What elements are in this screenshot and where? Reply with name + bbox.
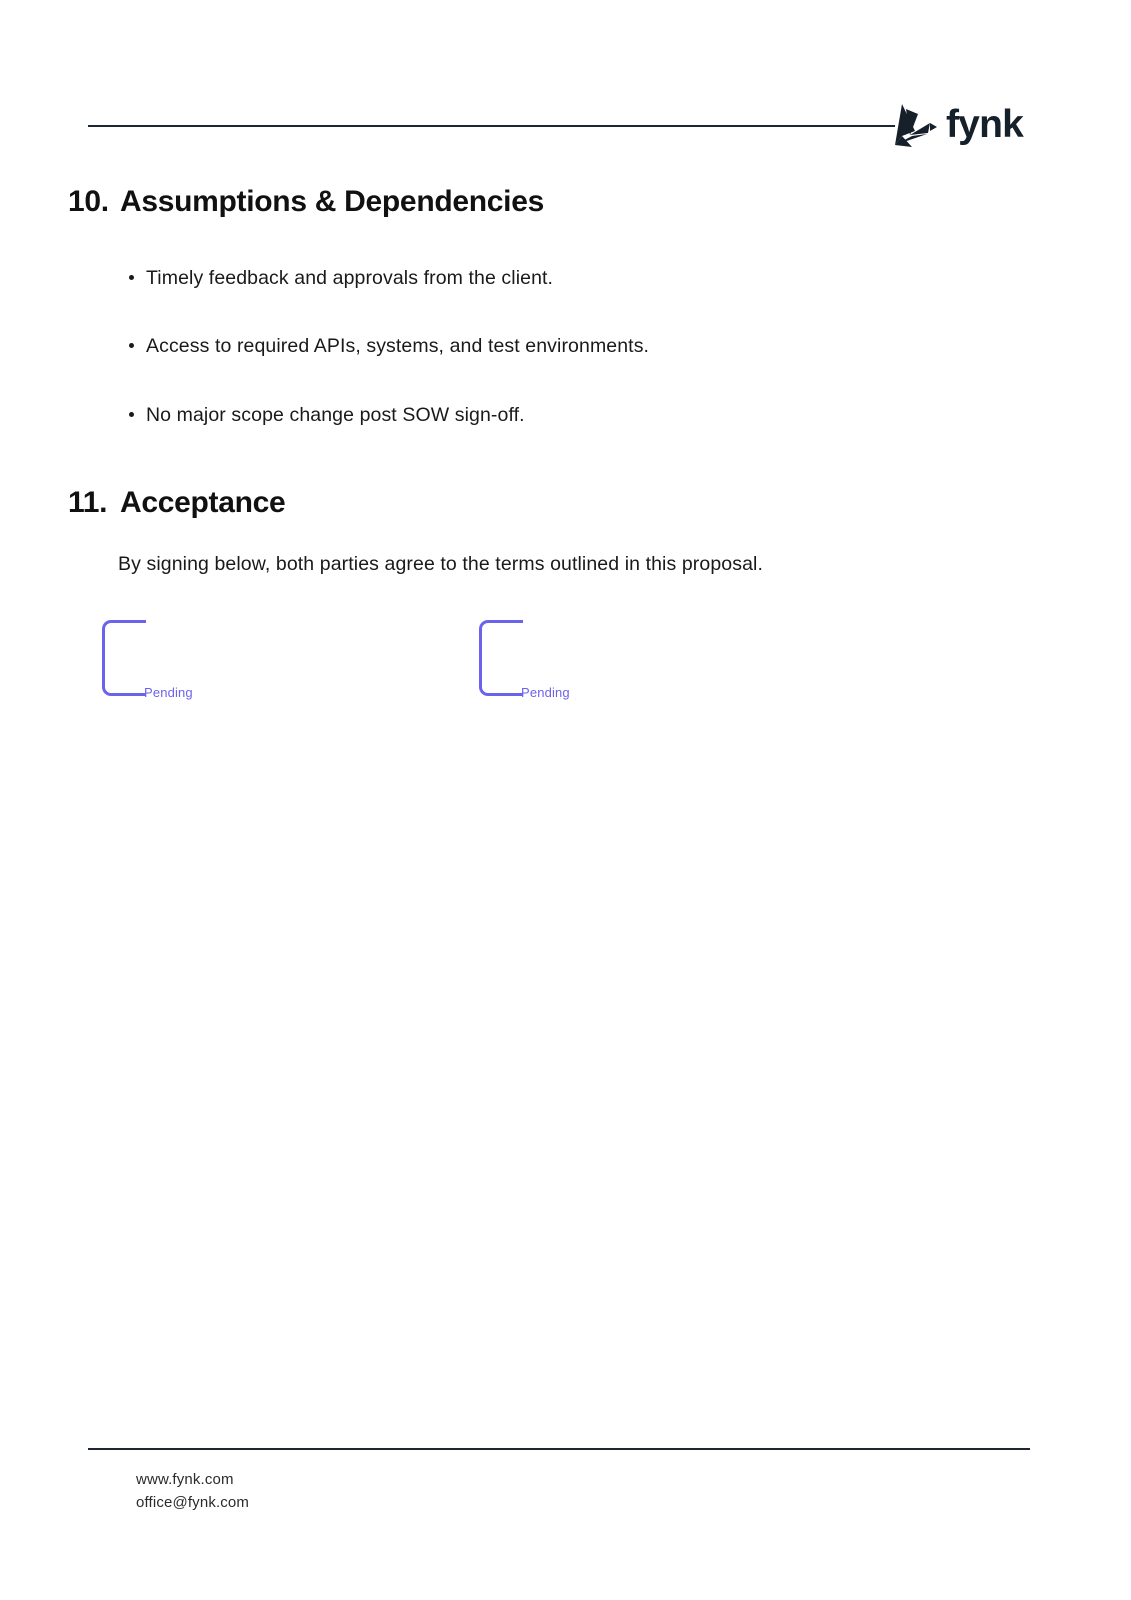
list-item — [0, 264, 1131, 292]
assumptions-list — [0, 220, 1131, 429]
signature-row — [0, 578, 1131, 706]
list-item — [0, 332, 1131, 360]
document-body — [0, 160, 1131, 706]
section-heading-assumptions — [0, 184, 1131, 220]
footer-divider — [88, 1448, 1030, 1450]
section-assumptions — [0, 160, 1131, 429]
list-item — [0, 401, 1131, 429]
list-item-text: No major scope change post SOW sign-off. — [146, 403, 525, 426]
origami-bird-icon — [885, 101, 937, 151]
bullet-dot-icon — [129, 343, 134, 348]
section-number: 10. — [68, 185, 109, 218]
section-heading-acceptance — [0, 485, 1131, 521]
footer-email[interactable]: office@fynk.com — [136, 1494, 250, 1512]
acceptance-intro-text: By signing below, both parties agree to the terms outlined in this proposal. — [118, 552, 763, 575]
signature-block-party-one[interactable] — [102, 620, 222, 706]
list-item-text: Timely feedback and approvals from the client. — [146, 267, 554, 289]
footer-website[interactable]: www.fynk.com — [136, 1471, 234, 1488]
brand-logo — [885, 98, 1023, 154]
signature-status-badge: Pending — [521, 685, 570, 701]
brand-wordmark: fynk — [946, 102, 1023, 146]
page-header — [0, 0, 1131, 160]
list-item-text: Access to required APIs, systems, and test environments. — [146, 335, 650, 358]
section-title: Acceptance — [120, 485, 286, 519]
header-divider — [88, 125, 895, 127]
bullet-dot-icon — [129, 275, 134, 280]
signature-field-bracket[interactable] — [102, 620, 146, 696]
section-title: Assumptions & Dependencies — [120, 185, 544, 218]
page-footer — [0, 1440, 1131, 1600]
signature-block-party-two[interactable] — [479, 620, 599, 706]
section-acceptance — [0, 429, 1131, 706]
section-number: 11. — [68, 485, 108, 519]
signature-field-bracket[interactable] — [479, 620, 523, 696]
bullet-dot-icon — [129, 412, 134, 417]
footer-contact-info — [136, 1468, 249, 1515]
signature-status-badge: Pending — [144, 685, 193, 701]
